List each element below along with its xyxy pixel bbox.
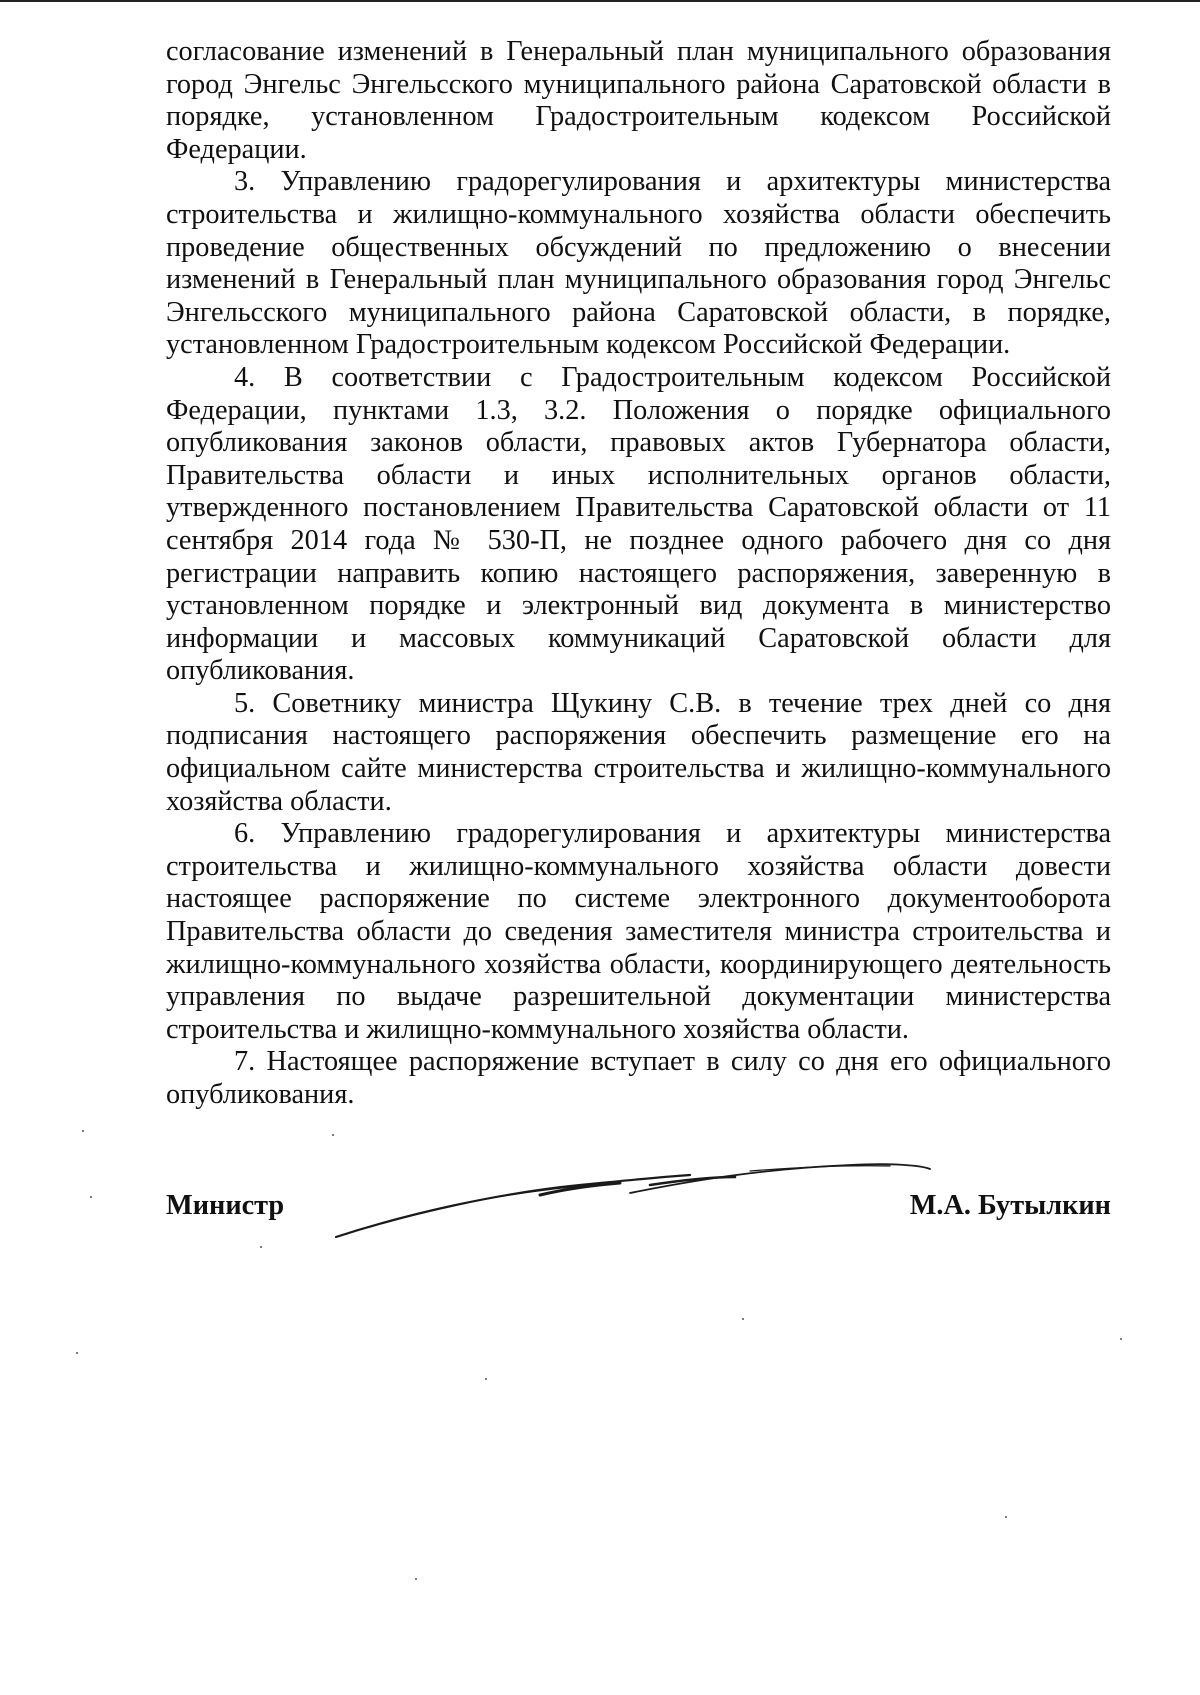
scan-speck bbox=[415, 1578, 417, 1580]
signatory-name: М.А. Бутылкин bbox=[909, 1190, 1111, 1221]
document-body bbox=[166, 36, 1111, 1112]
paragraph-item-7: 7. Настоящее распоряжение вступает в силу со дня его официального опубликования. bbox=[166, 1046, 1111, 1110]
paragraph-item-5: 5. Советнику министра Щукину С.В. в течение трех дней со дня подписания настоящего распоряжения обеспечить размещение его на официальном сайте министерства строительства и жилищно-коммунального хозяйства области. bbox=[166, 687, 1111, 817]
scan-speck bbox=[1120, 1338, 1122, 1340]
paragraph-item-4: 4. В соответствии с Градостроительным кодексом Российской Федерации, пунктами 1.3, 3.2. Положения о порядке официального опубликования законов области, правовых актов Губернатора области, Правительства области и иных исполнительных органов области, утвержденного постановлением Правительства Саратовской области от 11 сентября 2014 года № 530-П, не позднее одного рабочего дня со дня регистрации направить копию настоящего распоряжения, заверенную в установленном порядке и электронный вид документа в министерство информации и массовых коммуникаций Саратовской области для опубликования. bbox=[166, 361, 1111, 687]
scan-speck bbox=[90, 1196, 92, 1198]
page-top-edge bbox=[0, 0, 1200, 2]
scan-speck bbox=[260, 1246, 262, 1248]
paragraph-item-6: 6. Управлению градорегулирования и архитектуры министерства строительства и жилищно-коммунального хозяйства области довести настоящее распоряжение по системе электронного документооборота Правительства области до сведения заместителя министра строительства и жилищно-коммунального хозяйства области, координирующего деятельность управления по выдаче разрешительной документации министерства строительства и жилищно-коммунального хозяйства области. bbox=[166, 818, 1111, 1045]
signatory-role: Министр bbox=[166, 1190, 285, 1221]
scan-speck bbox=[485, 1378, 487, 1380]
paragraph-item-3: 3. Управлению градорегулирования и архитектуры министерства строительства и жилищно-коммунального хозяйства области обеспечить проведение общественных обсуждений по предложению о внесении изменений в Генеральный план муниципального образования город Энгельс Энгельсского муниципального района Саратовской области, в порядке, установленном Градостроительным кодексом Российской Федерации. bbox=[166, 166, 1111, 361]
scan-speck bbox=[82, 1130, 84, 1132]
scan-speck bbox=[742, 1318, 744, 1320]
scan-speck bbox=[76, 1352, 78, 1354]
paragraph-continued: согласование изменений в Генеральный план муниципального образования город Энгельс Энгельсского муниципального района Саратовской области в порядке, установленном Градостроительным кодексом Российской Федерации. bbox=[166, 36, 1111, 165]
scan-speck bbox=[332, 1134, 334, 1136]
signature-block bbox=[166, 1190, 1111, 1230]
scan-speck bbox=[1005, 1516, 1007, 1518]
